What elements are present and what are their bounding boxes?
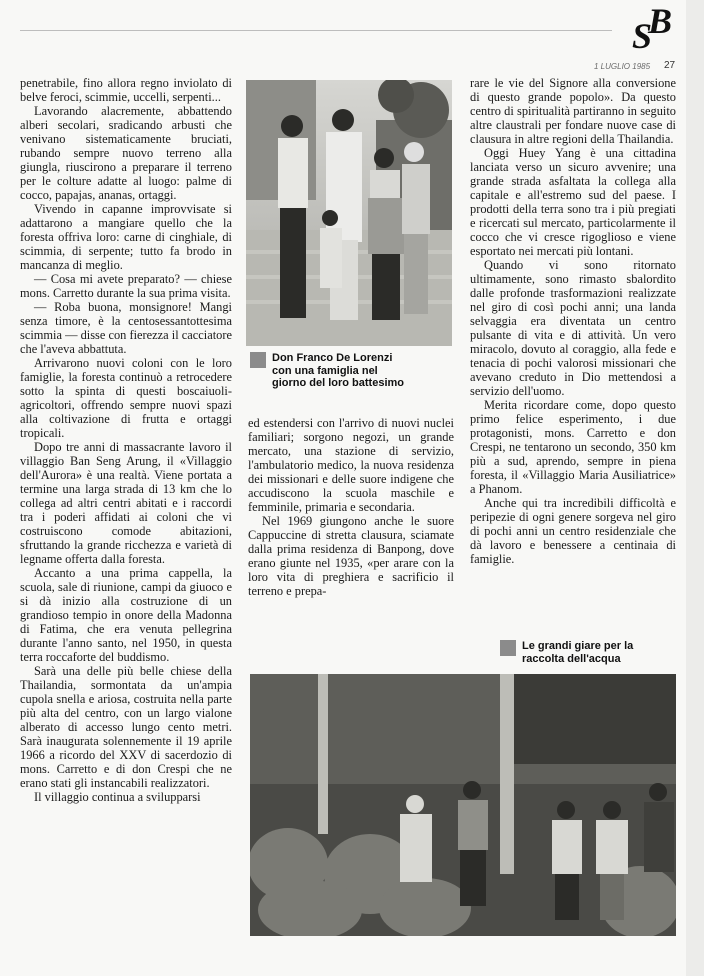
paragraph: Merita ricordare come, dopo questo primo felice esperimento, i due protagonisti, mons. Carretto e don Crespi, ne tentarono un secondo, 350 km più a sud, aprendo, sempre in piena foresta, il «Villaggio Maria Ausiliatrice» a Phanom. bbox=[470, 398, 676, 496]
paragraph: Nel 1969 giungono anche le suore Cappuccine di stretta clausura, sciamate dalla prima residenza di Banpong, dove erano giunte nel 1935, «per arare con la loro vita di preghiera e sacrificio il terreno e prepa- bbox=[248, 514, 454, 598]
paragraph: Accanto a una prima cappella, la scuola, sale di riunione, campi da giuoco e si dà inizio alla costruzione di un grandioso tempio in onore della Madonna di Fatima, che era venuta pellegrina durante l'anno santo, nel 1950, in questa terra roccaforte del buddismo. bbox=[20, 566, 232, 664]
caption-marker bbox=[500, 640, 516, 656]
page-edge bbox=[686, 0, 704, 976]
paragraph: Dopo tre anni di massacrante lavoro il villaggio Ban Seng Arung, il «Villaggio dell'Aurora» è una realtà. Viene portata a termine una larga strada di 13 km che lo collega ad altri centri abitati e i raccordi tra i poderi affidati ai coloni che vi costruiscono comode abitazioni, sfruttando la grande ricchezza e varietà di legname offerta dalla foresta. bbox=[20, 440, 232, 566]
paragraph: Oggi Huey Yang è una cittadina lanciata verso un sicuro avvenire; una grande strada asfaltata la collega alla capitale e all'estremo sud del paese. I prodotti della terra sono tra i più pregiati e ricercati sul mercato, particolarmente il cocco che vi cresce rigoglioso e viene esportato nei mercati più lontani. bbox=[470, 146, 676, 258]
paragraph: rare le vie del Signore alla conversione di questo grande popolo». Da questo centro di spiritualità partiranno in seguito altre claustrali per fondare nuove case di clausura in altre regioni della Thailandia. bbox=[470, 76, 676, 146]
photo-caption-water-jars: Le grandi giare per la raccolta dell'acqua bbox=[500, 640, 670, 670]
paragraph: — Cosa mi avete preparato? — chiese mons. Carretto durante la sua prima visita. bbox=[20, 272, 232, 300]
text-column-left bbox=[20, 76, 232, 804]
photo-caption-baptism: Don Franco De Lorenzi con una famiglia nel giorno del loro battesimo bbox=[250, 352, 430, 412]
caption-marker bbox=[250, 352, 266, 368]
paragraph: Sarà una delle più belle chiese della Thailandia, sormontata da un'ampia cupola snella e ariosa, costruita nella parte più alta del centro, con un largo vialone alberato di accesso lungo cento metri. Sarà inaugurata solennemente il 19 aprile 1966 a ricordo del XXV di sacerdozio di mons. Carretto e di don Crespi che ne erano stati gli instancabili realizzatori. bbox=[20, 664, 232, 790]
paragraph: Vivendo in capanne improvvisate si adattarono a mangiare quello che la foresta offriva loro: carne di cinghiale, di scimmia, di serpente; tutto fa brodo in mancanza di meglio. bbox=[20, 202, 232, 272]
paragraph: — Roba buona, monsignore! Mangi senza timore, è la centosessantottesima scimmia — disse con fierezza il cacciatore che l'aveva abbattuta. bbox=[20, 300, 232, 356]
water-jars-photo bbox=[250, 674, 676, 936]
text-column-middle bbox=[248, 416, 454, 598]
paragraph: Anche qui tra incredibili difficoltà e peripezie di ogni genere sorgeva nel giro di pochi anni un centro residenziale che dà lavoro e benessere a centinaia di famiglie. bbox=[470, 496, 676, 566]
baptism-family-photo-image bbox=[246, 80, 452, 346]
issue-date: 1 LUGLIO 1985 bbox=[594, 62, 651, 71]
paragraph: Quando vi sono ritornato ultimamente, sono rimasto sbalordito dalle profonde trasformazioni realizzate nel giro di così pochi anni; una landa selvaggia era diventata un centro pulsante di vita e di attività. Un vero miracolo, dovuto al coraggio, alla fede e tenacia di pochi valorosi missionari che avevano creduto in Dio mettendosi a servizio dell'uomo. bbox=[470, 258, 676, 398]
text-column-right bbox=[470, 76, 676, 566]
water-jars-photo-image bbox=[250, 674, 676, 936]
paragraph: ed estendersi con l'arrivo di nuovi nuclei familiari; sorgono negozi, un grande mercato, una stazione di servizio, l'ambulatorio medico, la nuova residenza dei missionari e delle suore indigene che accudiscono la scuola maschile e femminile, primaria e secondaria. bbox=[248, 416, 454, 514]
sb-logo: S B bbox=[632, 1, 669, 56]
baptism-family-photo bbox=[246, 80, 452, 346]
paragraph: penetrabile, fino allora regno inviolato di belve feroci, scimmie, uccelli, serpenti... bbox=[20, 76, 232, 104]
paragraph: Lavorando alacremente, abbattendo alberi secolari, sradicando arbusti che venivano sistematicamente bruciati, rubando sempre nuovo terreno alla giungla, riuscirono a preparare il terreno per le colture adatte al luogo: palme di cocco, papajas, ananas, ortaggi. bbox=[20, 104, 232, 202]
paragraph: Il villaggio continua a svilupparsi bbox=[34, 790, 201, 804]
page-number: 27 bbox=[664, 60, 676, 71]
paragraph: Arrivarono nuovi coloni con le loro famiglie, la foresta continuò a retrocedere sotto la spinta di questi boscaiuoli-agricoltori, offrendo sempre nuovi spazi alla coltivazione di frutta e ortaggi tropicali. bbox=[20, 356, 232, 440]
header-rule bbox=[20, 30, 612, 31]
